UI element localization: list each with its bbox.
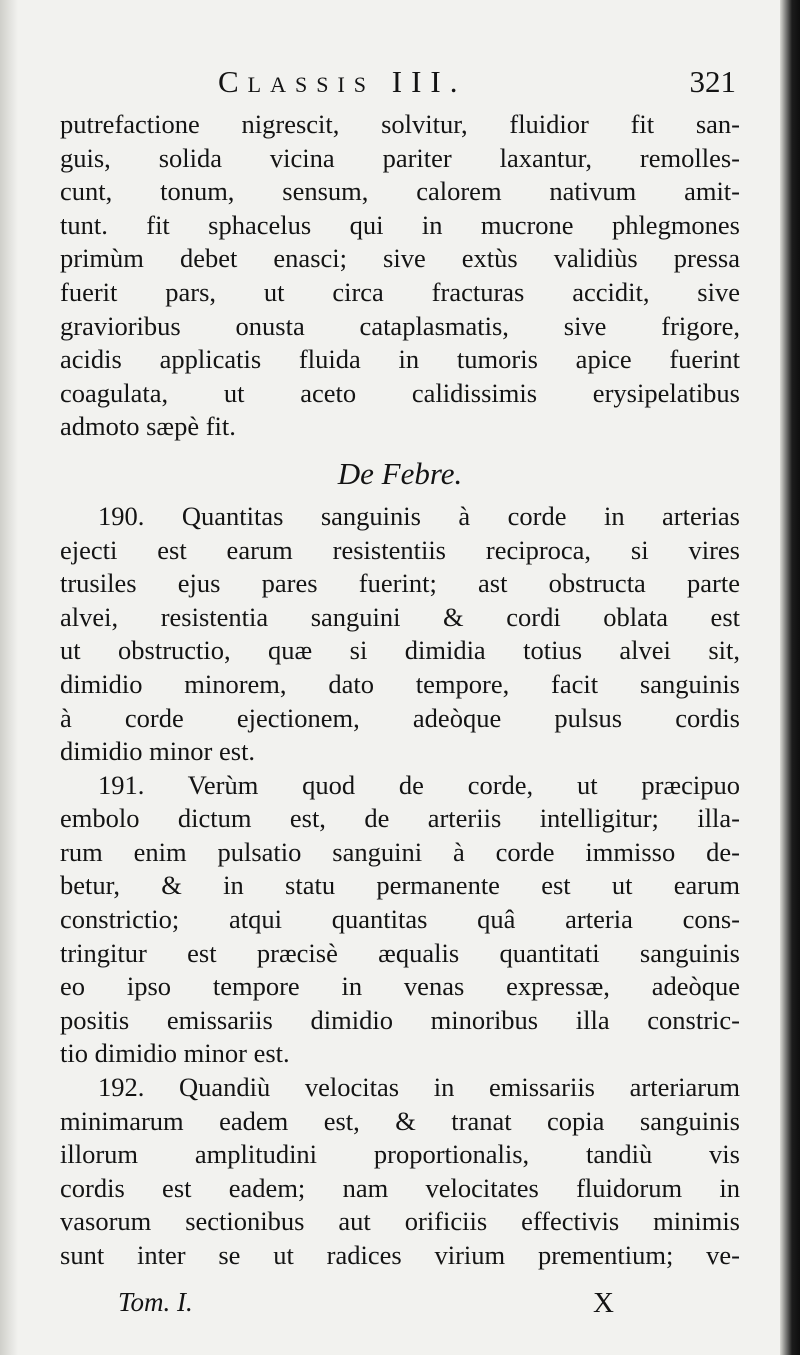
- text-line: cunt, tonum, sensum, calorem nativum amit-: [60, 176, 740, 207]
- book-gutter-shadow: [780, 0, 800, 1355]
- page-number: 321: [689, 64, 736, 99]
- signature-mark: X: [593, 1287, 614, 1319]
- text-line: sunt inter se ut radices virium prementium; ve-: [60, 1240, 740, 1270]
- text-line: 192. Quandiù velocitas in emissariis arteriarum: [98, 1072, 740, 1103]
- text-line: rum enim pulsatio sanguini à corde immisso de-: [60, 836, 740, 867]
- text-line: cordis est eadem; nam velocitates fluidorum in: [60, 1172, 740, 1203]
- text-line: vasorum sectionibus aut orificiis effectivis minimis: [60, 1206, 740, 1237]
- section-heading: De Febre.: [337, 455, 463, 491]
- text-line: trusiles ejus pares fuerint; ast obstructa parte: [60, 568, 740, 599]
- text-line: eo ipso tempore in venas expressæ, adeòque: [60, 971, 740, 1002]
- running-head: [60, 64, 740, 114]
- text-line: ut obstructio, quæ si dimidia totius alvei sit,: [60, 635, 740, 666]
- text-line: minimarum eadem est, & tranat copia sanguinis: [60, 1105, 740, 1136]
- page-fold-shadow: [0, 0, 18, 1355]
- text-line: tringitur est præcisè æqualis quantitati sanguinis: [60, 937, 740, 968]
- text-line: admoto sæpè fit.: [60, 411, 236, 442]
- text-line: fuerit pars, ut circa fracturas accidit, sive: [60, 276, 740, 307]
- paragraph-192: [60, 1071, 740, 1273]
- page-footer: [60, 1287, 740, 1327]
- text-line: dimidio minorem, dato tempore, facit sanguinis: [60, 668, 740, 699]
- text-line: betur, & in statu permanente est ut earum: [60, 870, 740, 901]
- text-line: à corde ejectionem, adeòque pulsus cordis: [60, 702, 740, 733]
- text-line: primùm debet enasci; sive extùs validiùs pressa: [60, 243, 740, 274]
- text-line: constrictio; atqui quantitas quâ arteria cons-: [60, 904, 740, 935]
- text-line: positis emissariis dimidio minoribus illa constric-: [60, 1004, 740, 1035]
- volume-marker: Tom. I.: [118, 1287, 193, 1317]
- text-line: tunt. fit sphacelus qui in mucrone phlegmones: [60, 209, 740, 240]
- running-title: Classis III.: [218, 64, 467, 99]
- text-line: 190. Quantitas sanguinis à corde in arterias: [98, 500, 740, 531]
- text-line: ejecti est earum resistentiis reciproca, si vires: [60, 534, 740, 565]
- text-line: dimidio minor est.: [60, 736, 256, 767]
- text-line: illorum amplitudini proportionalis, tandiù vis: [60, 1139, 740, 1170]
- text-line: putrefactione nigrescit, solvitur, fluidior fit san-: [60, 109, 740, 139]
- text-line: acidis applicatis fluida in tumoris apice fuerint: [60, 344, 740, 375]
- paragraph-190: [60, 500, 740, 769]
- text-line: 191. Verùm quod de corde, ut præcipuo: [98, 769, 740, 800]
- text-line: tio dimidio minor est.: [60, 1038, 290, 1069]
- text-line: embolo dictum est, de arteriis intelligitur; illa-: [60, 803, 740, 834]
- text-line: gravioribus onusta cataplasmatis, sive frigore,: [60, 310, 740, 341]
- page-text: [60, 108, 740, 1273]
- continued-paragraph: [60, 108, 740, 444]
- text-line: coagulata, ut aceto calidissimis erysipelatibus: [60, 377, 740, 408]
- text-line: guis, solida vicina pariter laxantur, remolles-: [60, 142, 740, 173]
- paragraph-191: [60, 769, 740, 1071]
- text-line: alvei, resistentia sanguini & cordi oblata est: [60, 601, 740, 632]
